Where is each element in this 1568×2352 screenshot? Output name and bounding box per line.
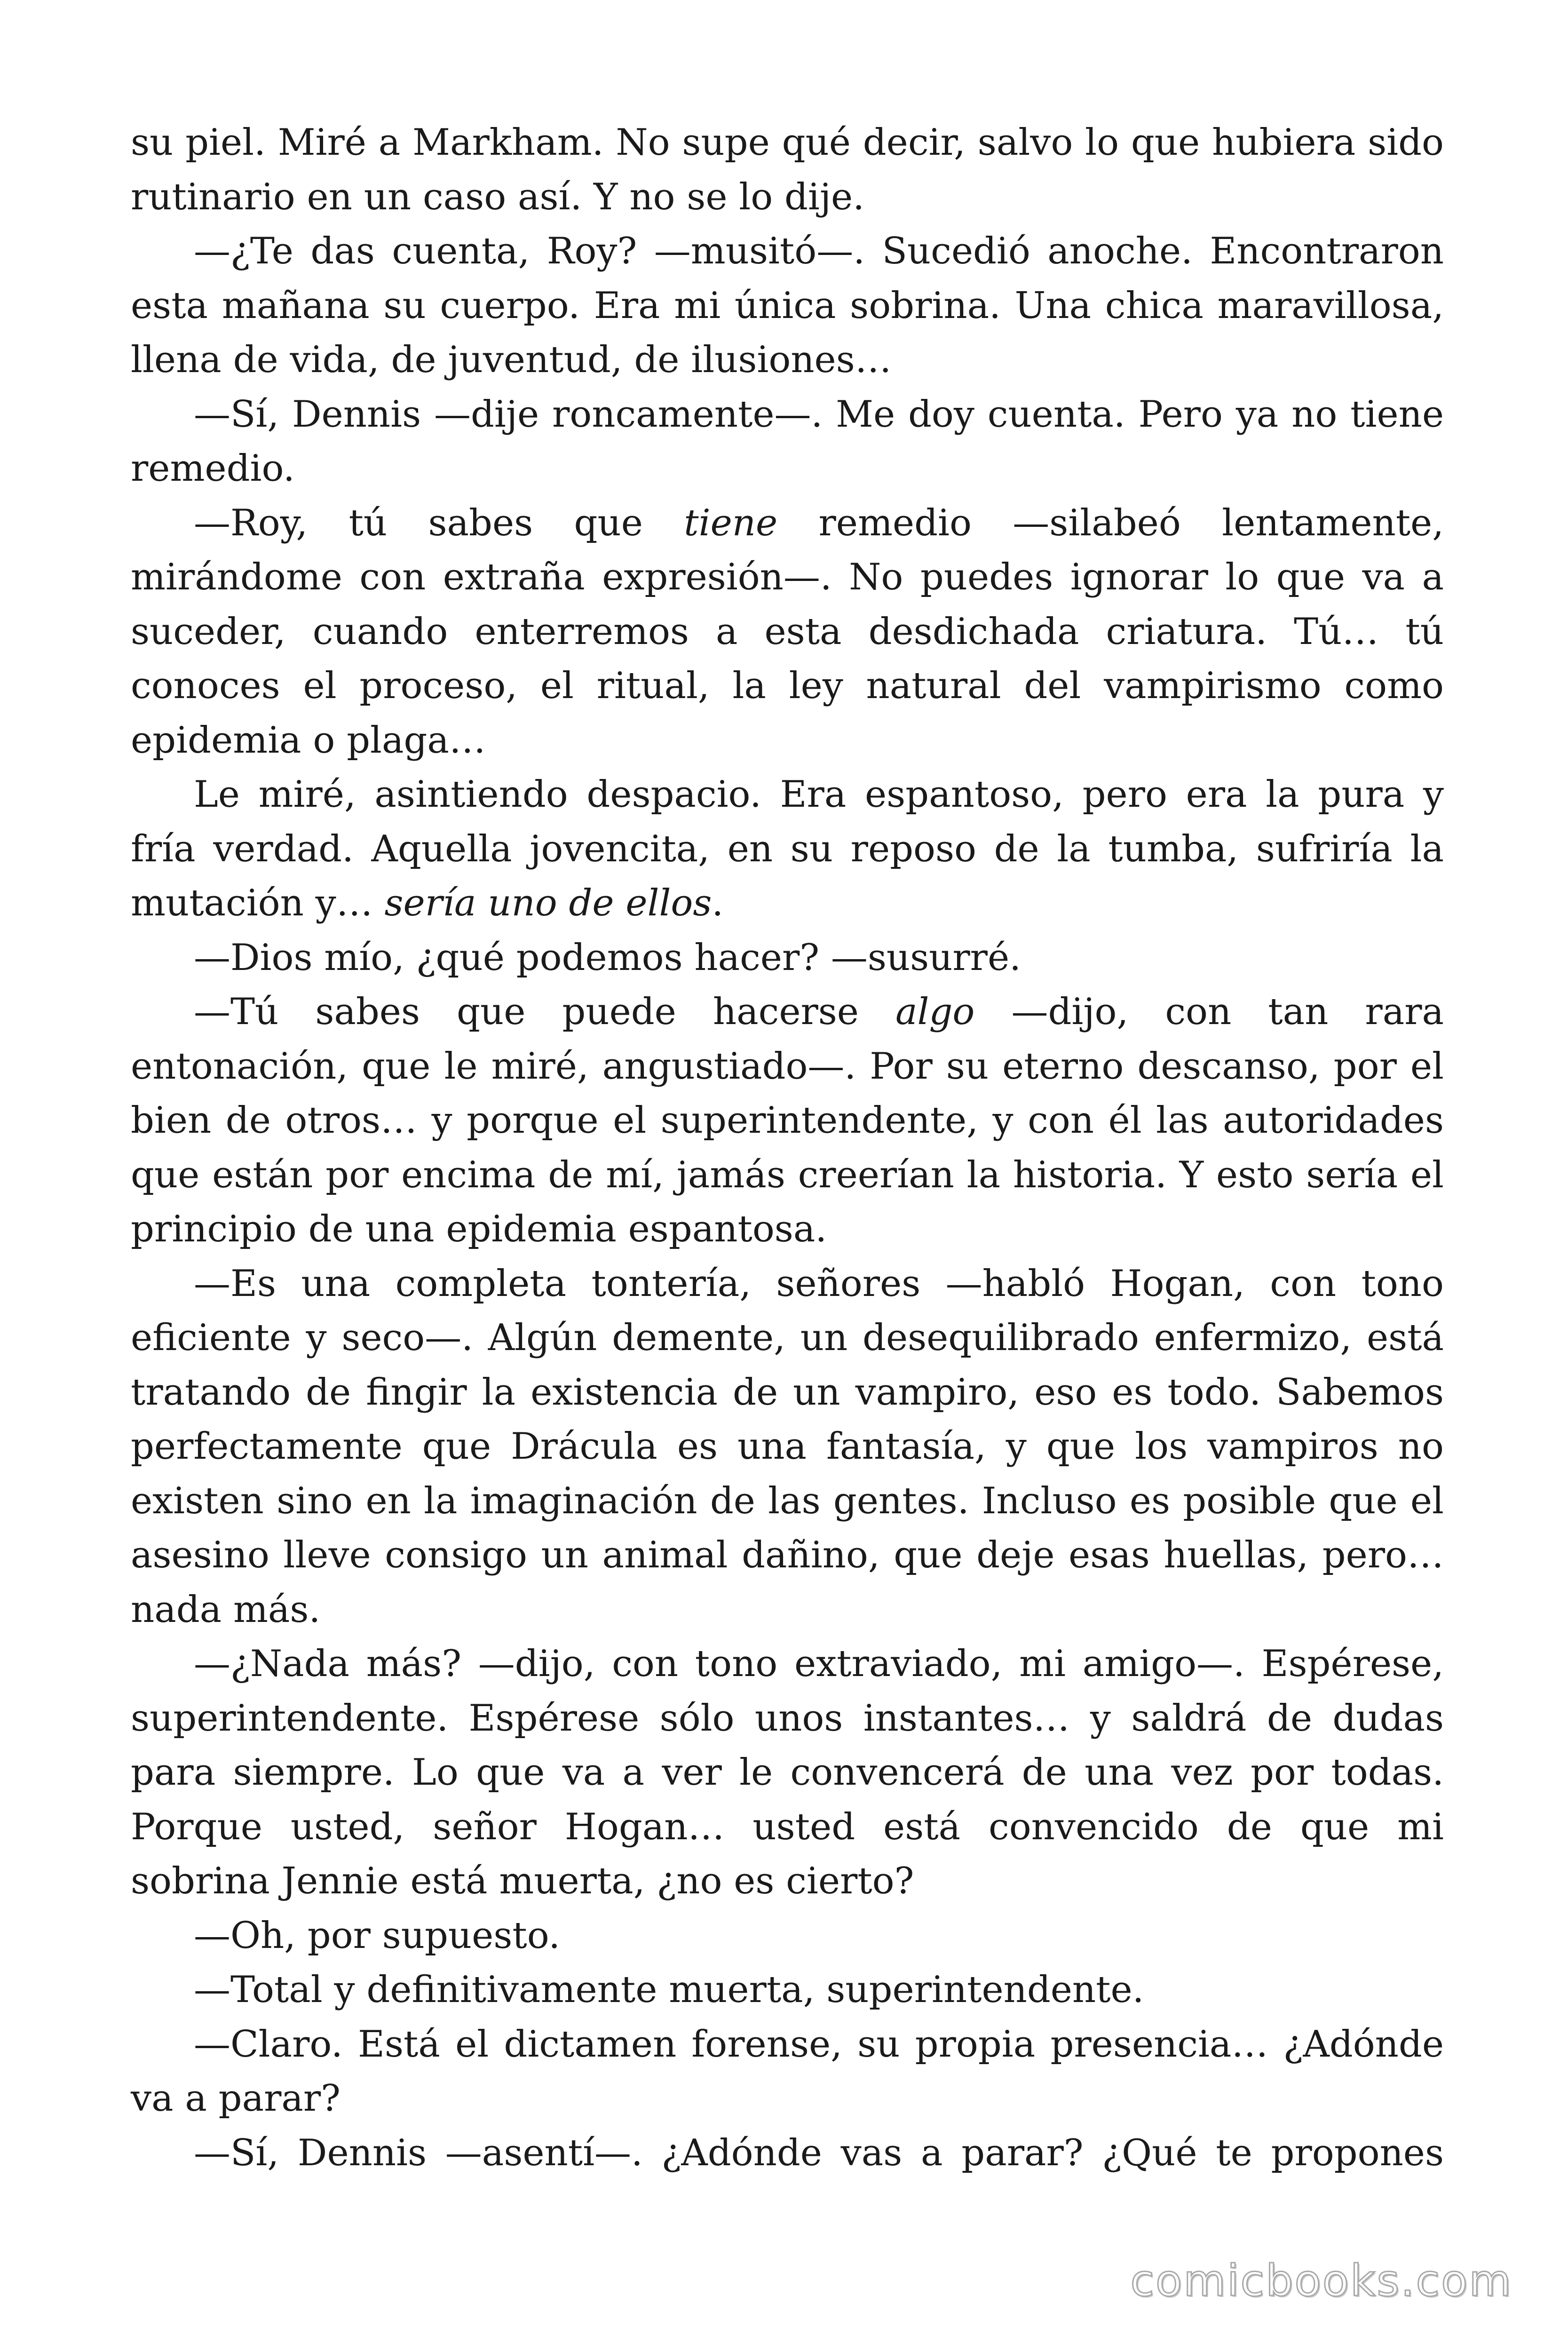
text-run: —dijo, con tan rara entonación, que le miré, angustiado—. Por su eterno descanso, por el bien de otros… y porque el superintendente, y con él las autoridades que están por encima de mí, jamás creerían la historia. Y esto sería el principio de una epidemia espantosa. xyxy=(131,991,1444,1250)
text-run: —Oh, por supuesto. xyxy=(194,1914,561,1957)
text-run: Le miré, asintiendo despacio. Era espantoso, pero era la pura y fría verdad. Aquella jovencita, en su reposo de la tumba, sufriría la mutación y… xyxy=(131,773,1444,924)
text-run: —¿Nada más? —dijo, con tono extraviado, mi amigo—. Espérese, superintendente. Espérese sólo unos instantes… y saldrá de dudas para siempre. Lo que va a ver le convencerá de una vez por todas. Porque usted, señor Hogan… usted está convencido de que mi sobrina Jennie está muerta, ¿no es cierto? xyxy=(131,1643,1444,1902)
paragraph xyxy=(131,1963,1444,2018)
text-run: —Es una completa tontería, señores —habló Hogan, con tono eficiente y seco—. Algún demente, un desequilibrado enfermizo, está tratando de fingir la existencia de un vampiro, eso es todo. Sabemos perfectamente que Drácula es una fantasía, y que los vampiros no existen sino en la imaginación de las gentes. Incluso es posible que el asesino lleve consigo un animal dañino, que deje esas huellas, pero… nada más. xyxy=(131,1262,1444,1631)
text-run: —Roy, tú sabes que xyxy=(194,501,684,544)
italic-text: algo xyxy=(895,991,975,1033)
paragraph xyxy=(131,116,1444,224)
paragraph xyxy=(131,985,1444,1257)
text-run: —Total y definitivamente muerta, superintendente. xyxy=(194,1969,1144,2011)
paragraph xyxy=(131,496,1444,768)
text-run: —Sí, Dennis —dije roncamente—. Me doy cuenta. Pero ya no tiene remedio. xyxy=(131,393,1444,490)
italic-text: tiene xyxy=(684,501,778,544)
paragraph xyxy=(131,2018,1444,2126)
paragraph xyxy=(131,1637,1444,1909)
text-run: —¿Te das cuenta, Roy? —musitó—. Sucedió anoche. Encontraron esta mañana su cuerpo. Era mi única sobrina. Una chica maravillosa, llena de vida, de juventud, de ilusiones… xyxy=(131,230,1444,381)
paragraph xyxy=(131,388,1444,496)
paragraph xyxy=(131,931,1444,985)
watermark: comicbooks.com xyxy=(1130,2256,1513,2306)
text-run: . xyxy=(712,882,724,924)
text-run: remedio —silabeó lentamente, mirándome con extraña expresión—. No puedes ignorar lo que va a suceder, cuando enterremos a esta desdichada criatura. Tú… tú conoces el proceso, el ritual, la ley natural del vampirismo como epidemia o plaga… xyxy=(131,501,1444,762)
text-run: —Tú sabes que puede hacerse xyxy=(194,991,896,1033)
body-text xyxy=(131,116,1444,2180)
paragraph xyxy=(131,224,1444,388)
text-run: —Sí, Dennis —asentí—. ¿Adónde vas a parar? ¿Qué te propones xyxy=(194,2131,1444,2174)
text-run: —Dios mío, ¿qué podemos hacer? —susurré. xyxy=(194,936,1021,979)
text-run: su piel. Miré a Markham. No supe qué decir, salvo lo que hubiera sido rutinario en un caso así. Y no se lo dije. xyxy=(131,121,1444,218)
paragraph xyxy=(131,1257,1444,1637)
italic-text: sería uno de ellos xyxy=(384,882,712,924)
paragraph xyxy=(131,768,1444,931)
paragraph xyxy=(131,2126,1444,2181)
paragraph xyxy=(131,1909,1444,1963)
text-run: —Claro. Está el dictamen forense, su propia presencia… ¿Adónde va a parar? xyxy=(131,2023,1444,2120)
